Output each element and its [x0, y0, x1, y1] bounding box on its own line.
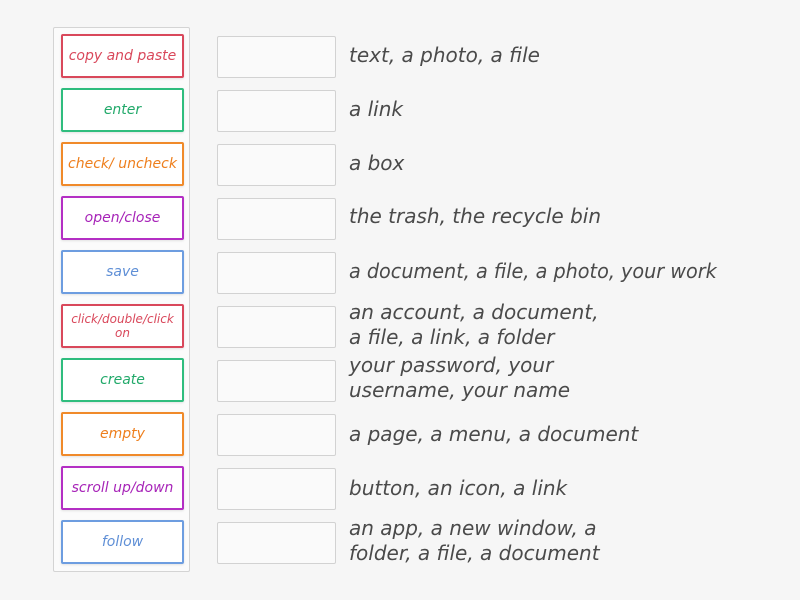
tile-label: follow — [101, 533, 144, 550]
tile-label: enter — [103, 101, 142, 118]
drop-box-10[interactable] — [217, 522, 336, 564]
tile-create[interactable] — [61, 358, 184, 402]
drop-box-8[interactable] — [217, 414, 336, 456]
tile-label: empty — [100, 425, 145, 442]
tile-copy-and-paste[interactable] — [61, 34, 184, 78]
clue-7 — [349, 353, 789, 403]
clue-1 — [349, 42, 789, 68]
clue-line: an account, a document, — [349, 300, 599, 324]
tile-label: create — [100, 371, 145, 388]
drop-box-9[interactable] — [217, 468, 336, 510]
tile-scroll-up-down[interactable] — [61, 466, 184, 510]
tile-empty[interactable] — [61, 412, 184, 456]
tile-follow[interactable] — [61, 520, 184, 564]
clue-3 — [349, 150, 789, 176]
tile-check-uncheck[interactable] — [61, 142, 184, 186]
tile-label: check/ uncheck — [68, 155, 177, 172]
clue-line: a box — [349, 151, 405, 175]
drop-box-5[interactable] — [217, 252, 336, 294]
tile-label: scroll up/down — [71, 479, 174, 496]
clue-line: an app, a new window, a — [349, 516, 597, 540]
clue-6 — [349, 300, 789, 350]
tile-label: save — [106, 263, 139, 280]
tile-label: click/double/click on — [71, 311, 174, 340]
tile-click-double-click-on[interactable] — [61, 304, 184, 348]
tile-save[interactable] — [61, 250, 184, 294]
clue-line: the trash, the recycle bin — [349, 204, 601, 228]
drop-box-6[interactable] — [217, 306, 336, 348]
clue-8 — [349, 421, 789, 447]
drop-box-4[interactable] — [217, 198, 336, 240]
tile-open-close[interactable] — [61, 196, 184, 240]
clue-2 — [349, 96, 789, 122]
tile-label: copy and paste — [68, 47, 177, 64]
clue-line: a document, a file, a photo, your work — [349, 259, 717, 283]
clue-4 — [349, 203, 789, 229]
clue-line: a page, a menu, a document — [349, 422, 639, 446]
clue-line: your password, your — [349, 353, 554, 377]
clue-line: button, an icon, a link — [349, 476, 568, 500]
tile-label: open/close — [84, 209, 161, 226]
tile-enter[interactable] — [61, 88, 184, 132]
clue-line: a file, a link, a folder — [349, 325, 555, 349]
drop-box-7[interactable] — [217, 360, 336, 402]
clue-line: folder, a file, a document — [349, 541, 600, 565]
clue-5 — [349, 258, 771, 284]
drop-box-1[interactable] — [217, 36, 336, 78]
drop-box-2[interactable] — [217, 90, 336, 132]
clue-line: text, a photo, a file — [349, 43, 540, 67]
drop-box-3[interactable] — [217, 144, 336, 186]
clue-line: username, your name — [349, 378, 571, 402]
clue-9 — [349, 475, 789, 501]
clue-line: a link — [349, 97, 403, 121]
clue-10 — [349, 516, 789, 566]
